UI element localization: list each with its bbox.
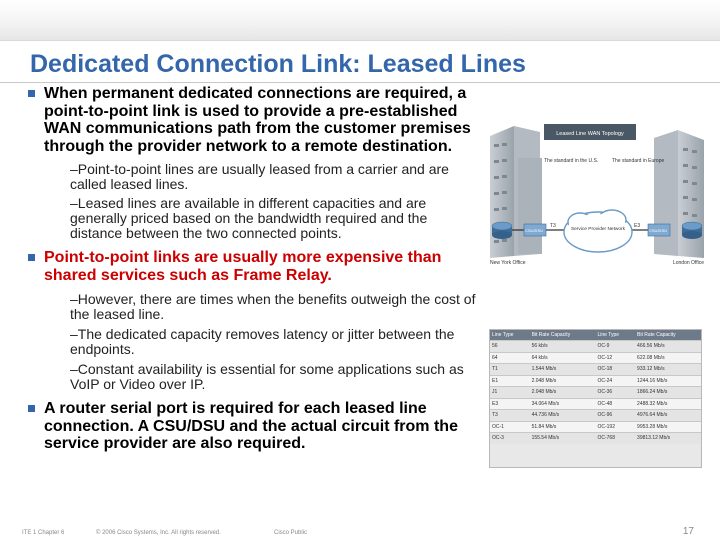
sub-bullet-benefits-outweigh: –However, there are times when the benefits outweigh the cost of the leased line. <box>70 291 476 322</box>
table-cell: OC-48 <box>595 398 635 410</box>
table-cell: OC-96 <box>595 410 635 422</box>
table-row <box>490 341 701 353</box>
table-row <box>490 410 701 422</box>
standard-eu-label: The standard in Europe <box>612 158 665 164</box>
table-cell: 9953.28 Mb/s <box>635 421 701 433</box>
e3-label: E3 <box>634 223 641 229</box>
table-cell: OC-9 <box>595 341 635 353</box>
table-header: Bit Rate Capacity <box>530 330 596 341</box>
table-cell: 1.544 Mb/s <box>530 364 596 376</box>
title-divider <box>0 82 720 83</box>
table-cell: 51.84 Mb/s <box>530 421 596 433</box>
table-cell: 64 <box>490 352 530 364</box>
table-cell: E3 <box>490 398 530 410</box>
table-cell: 466.56 Mb/s <box>635 341 701 353</box>
table-cell: T1 <box>490 364 530 376</box>
bullet-more-expensive <box>28 249 478 284</box>
table-cell: OC-3 <box>490 433 530 444</box>
table-cell: J1 <box>490 387 530 399</box>
line-capacity-table-figure <box>489 329 702 468</box>
bullet-text-bold: permanent dedicated connections <box>92 85 352 102</box>
new-york-office-label: New York Office <box>490 260 526 266</box>
slide-body <box>28 85 478 453</box>
table-cell: 39813.12 Mb/s <box>635 433 701 444</box>
table-header: Line Type <box>490 330 530 341</box>
left-router-icon <box>492 222 512 239</box>
table-cell: 1244.16 Mb/s <box>635 375 701 387</box>
table-cell: 4976.64 Mb/s <box>635 410 701 422</box>
cloud-label: Service Provider Network <box>570 227 626 232</box>
line-capacity-table <box>490 330 701 444</box>
bullet-square-icon <box>28 254 35 261</box>
bullet-dedicated-connections <box>28 85 478 155</box>
header-bar <box>0 0 720 41</box>
left-csu-dsu-label: CSU/DSU <box>525 228 544 233</box>
table-cell: OC-36 <box>595 387 635 399</box>
table-row <box>490 352 701 364</box>
sub-bullet-constant-availability: –Constant availability is essential for some applications such as VoIP or Video over IP. <box>70 361 464 392</box>
table-row <box>490 433 701 444</box>
table-row <box>490 398 701 410</box>
slide-title: Dedicated Connection Link: Leased Lines <box>30 50 526 78</box>
table-header: Bit Rate Capacity <box>635 330 701 341</box>
table-header: Line Type <box>595 330 635 341</box>
table-cell: 56 <box>490 341 530 353</box>
bullet-text-pre: When <box>44 85 92 102</box>
table-cell: T3 <box>490 410 530 422</box>
right-csu-dsu-label: CSU/DSU <box>649 228 668 233</box>
topology-diagram <box>488 118 706 276</box>
table-cell: OC-24 <box>595 375 635 387</box>
table-cell: OC-1 <box>490 421 530 433</box>
right-building-icon <box>654 130 704 258</box>
table-cell: OC-768 <box>595 433 635 444</box>
table-row <box>490 387 701 399</box>
table-cell: OC-192 <box>595 421 635 433</box>
table-cell: 56 kb/s <box>530 341 596 353</box>
table-cell: 44.736 Mb/s <box>530 410 596 422</box>
table-row <box>490 421 701 433</box>
table-cell: 622.08 Mb/s <box>635 352 701 364</box>
bullet-text: Point-to-point links are usually more expensive than shared services such as Frame Relay. <box>44 249 442 284</box>
topology-title: Leased Line WAN Topology <box>556 131 624 137</box>
table-cell: 2488.32 Mb/s <box>635 398 701 410</box>
table-row <box>490 364 701 376</box>
table-row <box>490 375 701 387</box>
table-cell: OC-18 <box>595 364 635 376</box>
footer-classification: Cisco Public <box>274 530 308 536</box>
sub-bullet-latency-jitter: –The dedicated capacity removes latency or jitter between the endpoints. <box>70 326 455 357</box>
sub-bullet-leased-from-carrier: –Point-to-point lines are usually leased from a carrier and are called leased lines. <box>70 161 449 192</box>
t3-label: T3 <box>550 223 556 229</box>
bullet-text: A router serial port is required for each leased line connection. A CSU/DSU and the actual circuit from the service provider are also required. <box>44 400 458 452</box>
footer-course: ITE 1 Chapter 6 <box>22 530 65 536</box>
table-cell: 64 kb/s <box>530 352 596 364</box>
page-number: 17 <box>682 526 694 537</box>
london-office-label: London Office <box>672 260 704 266</box>
sub-bullet-capacities-pricing: –Leased lines are available in different capacities and are generally priced based on the bandwidth required and the distance between the two connected points. <box>70 195 428 241</box>
table-cell: 155.54 Mb/s <box>530 433 596 444</box>
table-cell: 34.064 Mb/s <box>530 398 596 410</box>
bullet-square-icon <box>28 405 35 412</box>
table-cell: 2.048 Mb/s <box>530 387 596 399</box>
bullet-square-icon <box>28 90 35 97</box>
leased-line-topology-figure <box>488 118 706 276</box>
table-cell: 1866.24 Mb/s <box>635 387 701 399</box>
table-header-row <box>490 330 701 341</box>
table-cell: E1 <box>490 375 530 387</box>
table-cell: 933.12 Mb/s <box>635 364 701 376</box>
right-router-icon <box>682 222 702 239</box>
standard-us-label: The standard in the U.S. <box>544 158 599 164</box>
bullet-router-serial-port <box>28 400 478 453</box>
table-cell: 2.048 Mb/s <box>530 375 596 387</box>
table-cell: OC-12 <box>595 352 635 364</box>
footer-copyright: © 2006 Cisco Systems, Inc. All rights reserved. <box>96 530 221 536</box>
bullet-text-post: are required, a point-to-point link is used to provide a pre-established WAN communications path from the customer premises through the provider network to a remote destination. <box>44 85 471 155</box>
